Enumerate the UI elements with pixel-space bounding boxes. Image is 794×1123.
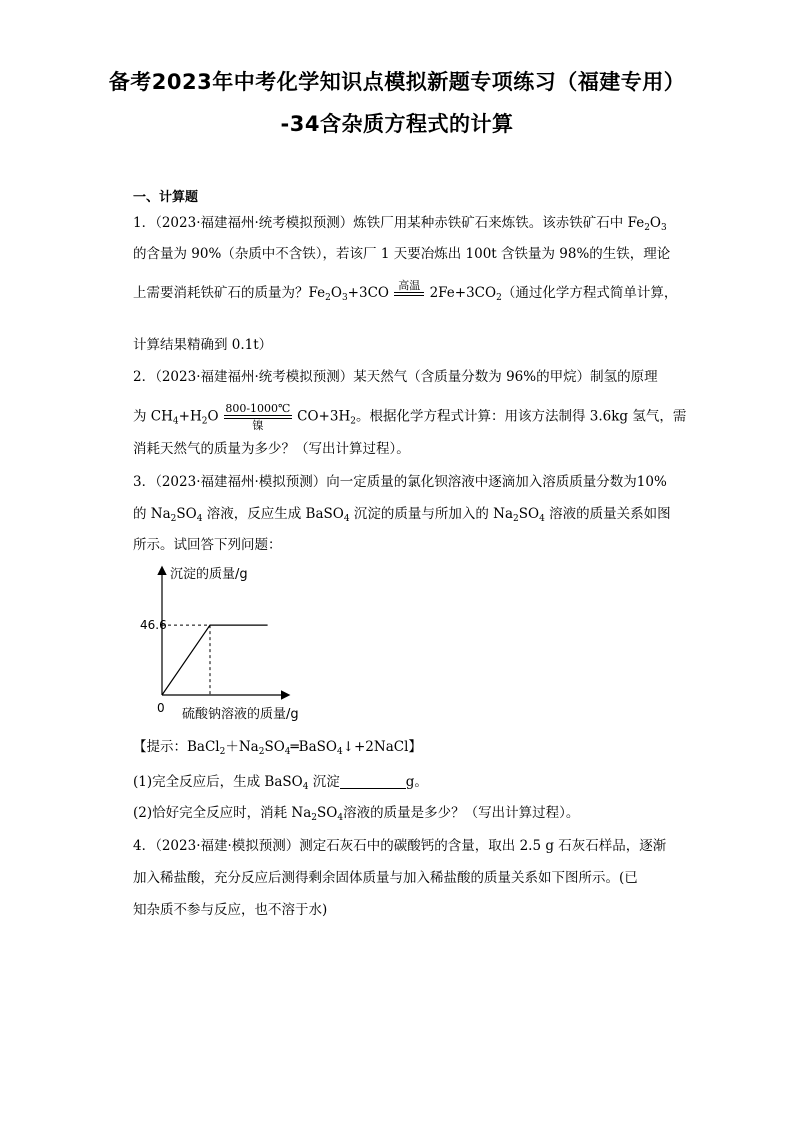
q1-line4: 计算结果精确到 0.1t） xyxy=(133,337,273,353)
q3-hint: 【提示：$BaCl_2+Na_2SO_4═BaSO_4↓+2NaCl$】 xyxy=(133,739,422,757)
q2-line2: 为 $CH_4+H_2O$ 800-1000℃ 镍 $CO+3H_2$。根据化学方程式计算：用该方法制得 3.6kg 氢气，需 xyxy=(133,402,687,432)
reaction-condition: 800-1000℃ 镍 xyxy=(225,402,291,432)
q3-line2: 的 $Na_2SO_4$ 溶液，反应生成 BaSO$_4$ 沉淀的质量与所加入的 $Na_2SO_4$ 溶液的质量关系如图 xyxy=(133,506,671,524)
series-line xyxy=(162,625,268,695)
y-axis-label: 沉淀的质量/g xyxy=(170,567,248,582)
q2-line1: 2．（2023·福建福州·统考模拟预测）某天然气（含质量分数为 96%的甲烷）制氢的原理 xyxy=(133,369,658,385)
q1-line1: 1．（2023·福建福州·统考模拟预测）炼铁厂用某种赤铁矿石来炼铁。该赤铁矿石中 $Fe_2O_3$ xyxy=(133,215,667,233)
q3-line1: 3．（2023·福建福州·模拟预测）向一定质量的氯化钡溶液中逐滴加入溶质质量分数为10% xyxy=(133,474,667,490)
q3-line3: 所示。试回答下列问题： xyxy=(133,537,282,553)
x-axis-label: 硫酸钠溶液的质量/g xyxy=(182,707,299,722)
q4-line2: 加入稀盐酸，充分反应后测得剩余固体质量与加入稀盐酸的质量关系如下图所示。(已 xyxy=(133,870,638,886)
y-tick-label: 46.6 xyxy=(140,618,167,633)
section-heading: 一、计算题 xyxy=(133,190,199,205)
q3-part1: (1)完全反应后，生成 BaSO$_4$ 沉淀 g。 xyxy=(133,774,428,792)
q4-line3: 知杂质不参与反应，也不溶于水) xyxy=(133,902,328,918)
q3-part2: (2)恰好完全反应时，消耗 $Na_2SO_4$溶液的质量是多少？（写出计算过程）。 xyxy=(133,805,580,823)
document-title-line1: 备考2023年中考化学知识点模拟新题专项练习（福建专用） xyxy=(108,70,686,94)
document-title-line2: -34含杂质方程式的计算 xyxy=(280,112,514,136)
q4-line1: 4．（2023·福建·模拟预测）测定石灰石中的碳酸钙的含量，取出 2.5 g 石灰石样品，逐渐 xyxy=(133,838,667,854)
q1-line2: 的含量为 90%（杂质中不含铁），若该厂 1 天要冶炼出 100t 含铁量为 98%的生铁，理论 xyxy=(133,246,671,262)
precipitate-chart xyxy=(140,560,330,725)
q2-line3: 消耗天然气的质量为多少？（写出计算过程）。 xyxy=(133,441,410,457)
origin-label: 0 xyxy=(157,701,165,715)
reaction-condition: 高温 xyxy=(394,279,424,296)
q1-line3: 上需要消耗铁矿石的质量为？$Fe_2O_3+3CO$ 高温 $2Fe+3CO_2$（通过化学方程式简单计算， xyxy=(133,279,678,303)
answer-blank[interactable] xyxy=(340,774,406,789)
